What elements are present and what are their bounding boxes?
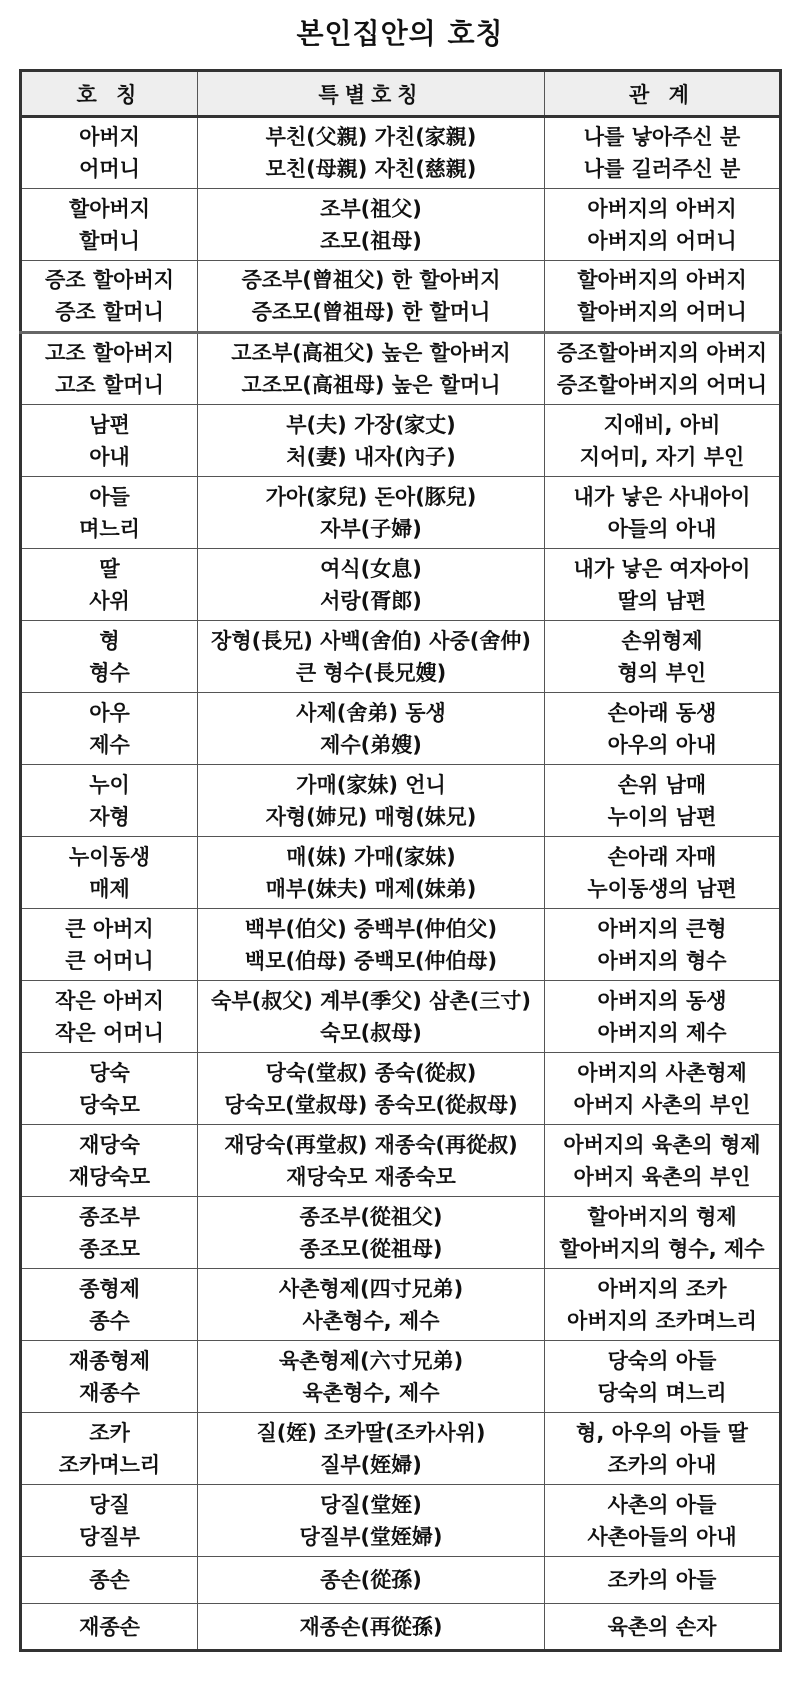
relation-cell [545, 1125, 781, 1197]
special-cell [198, 1341, 545, 1413]
name-cell [21, 1053, 198, 1125]
table-row [21, 189, 781, 261]
name-cell-line: 종조부 [79, 1204, 140, 1229]
special-cell-line: 자형(姉兄) 매형(妹兄) [265, 804, 477, 829]
name-cell-line: 재종수 [79, 1380, 140, 1405]
name-cell-line: 증조 할머니 [55, 300, 164, 324]
special-cell-line: 부(夫) 가장(家丈) [286, 412, 456, 437]
special-cell-line: 육촌형제(六寸兄弟) [278, 1348, 464, 1373]
special-cell [198, 1053, 545, 1125]
name-cell-line: 고조 할아버지 [44, 341, 175, 365]
table-row [21, 909, 781, 981]
special-cell-line: 사촌형제(四寸兄弟) [278, 1276, 464, 1301]
relation-cell [545, 477, 781, 549]
relation-cell-line: 증조할아버지의 아버지 [556, 341, 768, 365]
relation-cell-line: 할아버지의 아버지 [577, 268, 747, 292]
relation-cell [545, 1269, 781, 1341]
special-cell [198, 909, 545, 981]
special-cell [198, 693, 545, 765]
special-cell-line: 조부(祖父) [320, 196, 422, 221]
relation-cell-line: 할아버지의 형제 [587, 1204, 737, 1229]
relation-cell-line: 아버지의 조카 [597, 1276, 727, 1301]
special-cell [198, 621, 545, 693]
relation-cell [545, 1341, 781, 1413]
special-cell [198, 1197, 545, 1269]
name-cell [21, 765, 198, 837]
relation-cell-line: 누이동생의 남편 [587, 876, 737, 901]
special-cell-line: 부친(父親) 가친(家親) [265, 125, 477, 149]
name-cell [21, 1125, 198, 1197]
relation-cell [545, 261, 781, 333]
name-cell [21, 1341, 198, 1413]
special-cell-line: 가아(家兒) 돈아(豚兒) [265, 484, 477, 509]
special-cell [198, 549, 545, 621]
special-cell-line: 질부(姪婦) [320, 1452, 422, 1477]
relation-cell-line: 지어미, 자기 부인 [579, 444, 745, 469]
name-cell [21, 549, 198, 621]
relation-cell-line: 증조할아버지의 어머니 [556, 373, 768, 397]
table-body [21, 117, 781, 1651]
table-row [21, 1413, 781, 1485]
special-cell-line: 자부(子婦) [320, 516, 422, 541]
name-cell-line: 큰 어머니 [65, 948, 154, 973]
relation-cell [545, 837, 781, 909]
name-cell [21, 981, 198, 1053]
special-cell [198, 405, 545, 477]
name-cell [21, 117, 198, 189]
relation-cell-line: 당숙의 며느리 [597, 1380, 727, 1405]
relation-cell-line: 아버지의 큰형 [597, 916, 727, 941]
table-row [21, 1485, 781, 1557]
special-cell-line: 고조모(高祖母) 높은 할머니 [241, 373, 501, 397]
relation-cell-line: 손위형제 [621, 628, 703, 653]
special-cell-line: 당숙모(堂叔母) 종숙모(從叔母) [224, 1092, 518, 1117]
name-cell [21, 1197, 198, 1269]
relation-cell [545, 333, 781, 405]
name-cell [21, 1485, 198, 1557]
kinship-table [19, 69, 782, 1652]
relation-cell-line: 아버지 사촌의 부인 [573, 1092, 751, 1117]
relation-cell [545, 1485, 781, 1557]
special-cell-line: 숙부(叔父) 계부(季父) 삼촌(三寸) [211, 988, 531, 1013]
name-cell-line: 조카 [89, 1420, 130, 1445]
relation-cell-line: 아버지의 제수 [597, 1020, 727, 1045]
name-cell-line: 아우 [89, 700, 130, 725]
special-cell-line: 조모(祖母) [320, 228, 422, 253]
name-cell-line: 당질 [89, 1492, 130, 1517]
relation-cell [545, 117, 781, 189]
table-row [21, 693, 781, 765]
relation-cell-line: 지애비, 아비 [603, 412, 721, 437]
name-cell-line: 사위 [89, 588, 130, 613]
relation-cell-line: 손위 남매 [617, 772, 707, 797]
special-cell-line: 종조모(從祖母) [299, 1236, 443, 1261]
relation-cell [545, 1604, 781, 1651]
name-cell-line: 누이 [89, 772, 130, 797]
special-cell-line: 사제(舍弟) 동생 [296, 700, 446, 725]
header-relation: 관 계 [545, 71, 781, 117]
name-cell-line: 자형 [89, 804, 130, 829]
special-cell [198, 1269, 545, 1341]
relation-cell [545, 981, 781, 1053]
table-row [21, 117, 781, 189]
relation-cell-line: 내가 낳은 여자아이 [573, 556, 751, 581]
name-cell [21, 477, 198, 549]
relation-cell-line: 누이의 남편 [607, 804, 717, 829]
relation-cell-line: 할아버지의 어머니 [577, 300, 747, 324]
name-cell-line: 고조 할머니 [55, 373, 164, 397]
table-row [21, 1197, 781, 1269]
name-cell-line: 재종형제 [68, 1348, 151, 1373]
name-cell [21, 261, 198, 333]
table-row [21, 333, 781, 405]
name-cell-line: 딸 [99, 556, 120, 581]
relation-cell-line: 형, 아우의 아들 딸 [576, 1420, 748, 1445]
special-cell [198, 117, 545, 189]
special-cell-line: 큰 형수(長兄嫂) [295, 660, 447, 685]
table-row [21, 621, 781, 693]
special-cell [198, 333, 545, 405]
table-row [21, 261, 781, 333]
table-row [21, 1557, 781, 1604]
name-cell-line: 큰 아버지 [65, 916, 154, 941]
name-cell [21, 693, 198, 765]
name-cell [21, 1413, 198, 1485]
relation-cell-line: 당숙의 아들 [607, 1348, 717, 1373]
special-cell-line: 증조부(曾祖父) 한 할아버지 [241, 268, 501, 292]
special-cell-line: 재당숙모 재종숙모 [286, 1164, 456, 1189]
special-cell-line: 고조부(高祖父) 높은 할아버지 [231, 341, 511, 365]
special-cell [198, 1125, 545, 1197]
relation-cell-line: 나를 낳아주신 분 [583, 125, 741, 149]
name-cell-line: 재종손 [79, 1614, 140, 1639]
special-cell [198, 189, 545, 261]
name-cell-line: 작은 아버지 [55, 988, 164, 1013]
special-cell [198, 477, 545, 549]
relation-cell [545, 693, 781, 765]
relation-cell-line: 아버지의 조카며느리 [567, 1308, 757, 1333]
table-row [21, 1125, 781, 1197]
special-cell-line: 당숙(堂叔) 종숙(從叔) [265, 1060, 477, 1085]
relation-cell [545, 549, 781, 621]
special-cell [198, 1604, 545, 1651]
special-cell [198, 765, 545, 837]
relation-cell-line: 손아래 자매 [607, 844, 717, 869]
relation-cell-line: 딸의 남편 [617, 588, 707, 613]
special-cell-line: 종손(從孫) [320, 1568, 422, 1592]
special-cell-line: 서랑(胥郎) [320, 588, 422, 613]
special-cell [198, 981, 545, 1053]
name-cell [21, 189, 198, 261]
relation-cell-line: 내가 낳은 사내아이 [573, 484, 751, 509]
relation-cell-line: 아버지의 사촌형제 [577, 1060, 747, 1085]
name-cell [21, 909, 198, 981]
special-cell-line: 가매(家妹) 언니 [296, 772, 446, 797]
name-cell-line: 당숙모 [79, 1092, 140, 1117]
name-cell-line: 조카며느리 [58, 1452, 161, 1477]
special-cell [198, 261, 545, 333]
name-cell [21, 1557, 198, 1604]
name-cell-line: 형수 [89, 660, 130, 685]
relation-cell-line: 사촌의 아들 [607, 1492, 717, 1517]
table-row [21, 1053, 781, 1125]
relation-cell [545, 621, 781, 693]
name-cell-line: 당숙 [89, 1060, 130, 1085]
name-cell-line: 아내 [89, 444, 130, 469]
name-cell-line: 증조 할아버지 [44, 268, 175, 292]
name-cell-line: 형 [99, 628, 120, 653]
name-cell-line: 할머니 [79, 228, 140, 253]
special-cell [198, 1557, 545, 1604]
name-cell-line: 며느리 [79, 516, 140, 541]
relation-cell-line: 아버지 육촌의 부인 [573, 1164, 751, 1189]
name-cell-line: 아들 [89, 484, 130, 509]
table-row [21, 765, 781, 837]
special-cell-line: 제수(弟嫂) [320, 732, 422, 757]
name-cell [21, 1604, 198, 1651]
relation-cell [545, 1413, 781, 1485]
special-cell-line: 모친(母親) 자친(慈親) [265, 157, 477, 181]
table-header-row [21, 71, 781, 117]
name-cell-line: 재당숙 [79, 1132, 140, 1157]
name-cell-line: 제수 [89, 732, 130, 757]
special-cell-line: 장형(長兄) 사백(舍伯) 사중(舍仲) [211, 628, 531, 653]
name-cell-line: 할아버지 [68, 196, 151, 221]
special-cell-line: 사촌형수, 제수 [302, 1308, 440, 1333]
name-cell-line: 작은 어머니 [55, 1020, 164, 1045]
special-cell-line: 매부(妹夫) 매제(妹弟) [265, 876, 477, 901]
relation-cell-line: 나를 길러주신 분 [583, 157, 741, 181]
special-cell [198, 1485, 545, 1557]
relation-cell-line: 조카의 아내 [607, 1452, 717, 1477]
name-cell-line: 종수 [89, 1308, 130, 1333]
relation-cell-line: 아우의 아내 [607, 732, 717, 757]
relation-cell [545, 765, 781, 837]
name-cell [21, 1269, 198, 1341]
relation-cell [545, 189, 781, 261]
special-cell-line: 당질부(堂姪婦) [299, 1524, 443, 1549]
special-cell-line: 당질(堂姪) [320, 1492, 422, 1517]
relation-cell [545, 1053, 781, 1125]
special-cell-line: 종조부(從祖父) [299, 1204, 443, 1229]
name-cell-line: 매제 [89, 876, 130, 901]
table-row [21, 405, 781, 477]
relation-cell-line: 아버지의 동생 [597, 988, 727, 1013]
relation-cell [545, 1557, 781, 1604]
special-cell-line: 백부(伯父) 중백부(仲伯父) [244, 916, 498, 941]
special-cell-line: 질(姪) 조카딸(조카사위) [256, 1420, 486, 1445]
header-special: 특별호칭 [198, 71, 545, 117]
relation-cell-line: 육촌의 손자 [607, 1614, 717, 1639]
relation-cell-line: 아버지의 어머니 [587, 228, 737, 253]
name-cell-line: 종조모 [79, 1236, 140, 1261]
special-cell-line: 처(妻) 내자(內子) [286, 444, 456, 469]
relation-cell-line: 사촌아들의 아내 [587, 1524, 737, 1549]
special-cell-line: 재종손(再從孫) [299, 1614, 443, 1639]
special-cell-line: 여식(女息) [320, 556, 422, 581]
relation-cell-line: 형의 부인 [617, 660, 707, 685]
header-name: 호 칭 [21, 71, 198, 117]
table-row [21, 477, 781, 549]
relation-cell-line: 조카의 아들 [607, 1568, 717, 1592]
name-cell [21, 405, 198, 477]
table-row [21, 549, 781, 621]
relation-cell-line: 아버지의 육촌의 형제 [563, 1132, 761, 1157]
relation-cell-line: 아들의 아내 [607, 516, 717, 541]
name-cell-line: 남편 [89, 412, 130, 437]
table-row [21, 981, 781, 1053]
relation-cell-line: 아버지의 아버지 [587, 196, 737, 221]
name-cell-line: 종형제 [79, 1276, 140, 1301]
relation-cell-line: 아버지의 형수 [597, 948, 727, 973]
name-cell-line: 누이동생 [68, 844, 151, 869]
relation-cell-line: 할아버지의 형수, 제수 [559, 1236, 765, 1261]
relation-cell-line: 손아래 동생 [607, 700, 717, 725]
name-cell-line: 당질부 [79, 1524, 140, 1549]
name-cell-line: 어머니 [79, 157, 140, 181]
special-cell-line: 증조모(曾祖母) 한 할머니 [251, 300, 491, 324]
relation-cell [545, 909, 781, 981]
special-cell-line: 재당숙(再堂叔) 재종숙(再從叔) [224, 1132, 518, 1157]
special-cell-line: 숙모(叔母) [320, 1020, 422, 1045]
table-row [21, 1269, 781, 1341]
name-cell [21, 333, 198, 405]
name-cell-line: 아버지 [79, 125, 140, 149]
page-title: 본인집안의 호칭 [296, 17, 504, 50]
name-cell-line: 재당숙모 [68, 1164, 151, 1189]
name-cell [21, 837, 198, 909]
special-cell [198, 1413, 545, 1485]
special-cell-line: 육촌형수, 제수 [302, 1380, 440, 1405]
special-cell-line: 매(妹) 가매(家妹) [286, 844, 456, 869]
relation-cell [545, 1197, 781, 1269]
table-row [21, 1604, 781, 1651]
name-cell [21, 621, 198, 693]
relation-cell [545, 405, 781, 477]
table-row [21, 1341, 781, 1413]
table-row [21, 837, 781, 909]
special-cell [198, 837, 545, 909]
name-cell-line: 종손 [89, 1568, 130, 1592]
special-cell-line: 백모(伯母) 중백모(仲伯母) [244, 948, 498, 973]
